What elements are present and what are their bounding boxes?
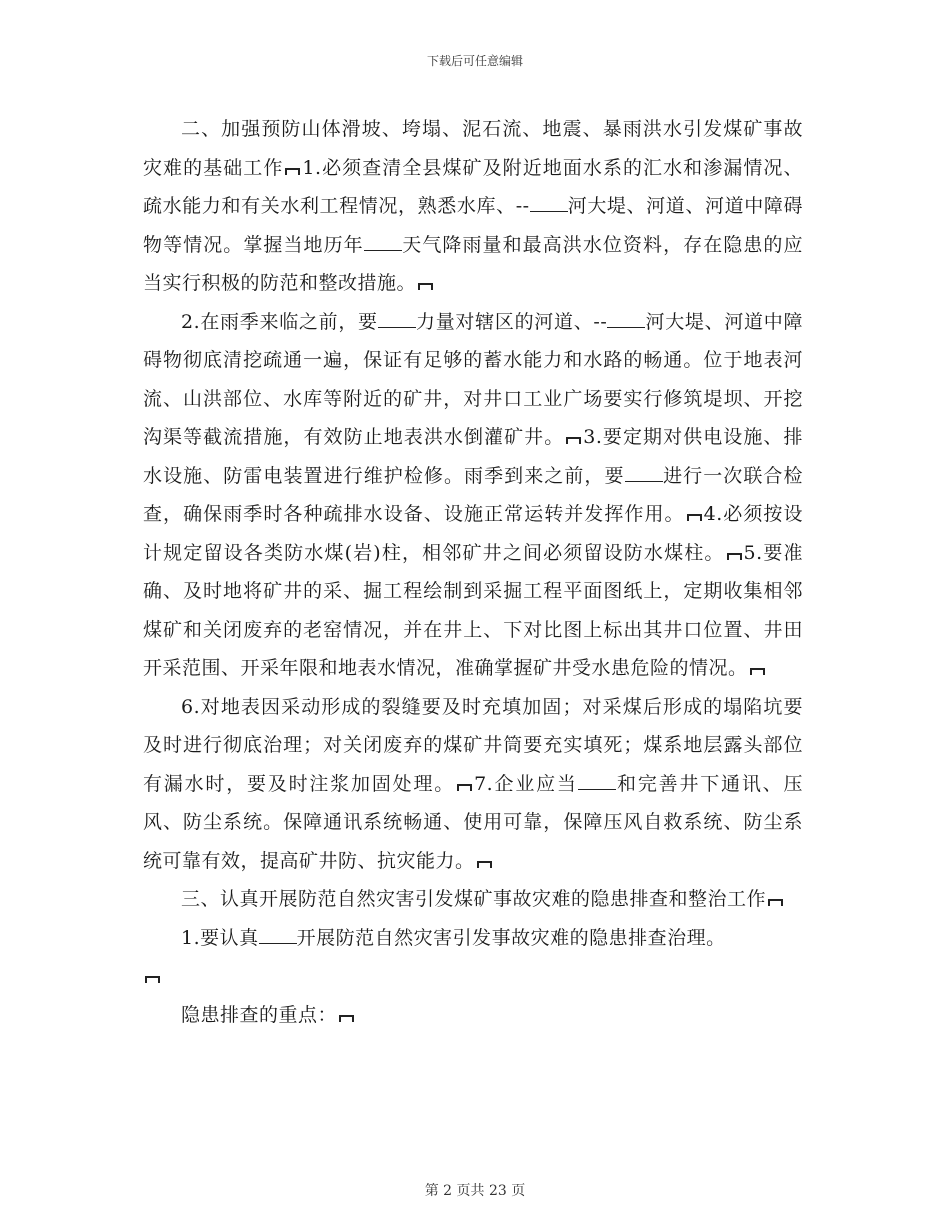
text-run: 进行一次联合检查，确保雨季时各种疏排水设备、设施正常运转并发挥作用。: [143, 464, 803, 525]
paragraph-mark-icon: [566, 437, 581, 444]
blank-underline: [607, 311, 645, 328]
paragraph: [143, 996, 803, 1035]
paragraph: [143, 919, 803, 958]
paragraph: [143, 880, 803, 919]
text-run: 6.对地表因采动形成的裂缝要及时充填加固；对采煤后形成的塌陷坑要及时进行彻底治理；对关闭废弃的煤矿井筒要充实填死；煤系地层露头部位有漏水时，要及时注浆加固处理。: [143, 695, 803, 795]
blank-underline: [364, 234, 402, 251]
document-body: [143, 110, 803, 1034]
text-run: 河大堤、河道中障碍物彻底清挖疏通一遍，保证有足够的蓄水能力和水路的畅通。位于地表河流、山洪部位、水库等附近的矿井，对井口工业广场要实行修筑堤坝、开挖沟渠等截流措施，有效防止地表洪水倒灌矿井。: [143, 310, 803, 448]
paragraph-mark-line: [143, 957, 803, 996]
text-run: 三、认真开展防范自然灾害引发煤矿事故灾难的隐患排查和整治工作: [181, 888, 767, 910]
page-header: 下载后可任意编辑: [426, 54, 523, 68]
text-run: 2.在雨季来临之前，要: [181, 310, 378, 333]
paragraph-mark-icon: [687, 514, 702, 521]
text-run: 4.必须按设计规定留设各类防水煤(岩)柱，相邻矿井之间必须留设防水煤柱。: [143, 503, 803, 564]
text-run: 二、加强预防山体滑坡、垮塌、泥石流、地震、暴雨洪水引发煤矿事故灾难的基础工作: [143, 118, 803, 179]
paragraph-mark-icon: [145, 976, 160, 983]
paragraph-mark-icon: [750, 668, 765, 675]
text-run: 7.企业应当: [474, 772, 578, 795]
paragraph-mark-icon: [768, 899, 783, 906]
text-run: 5.要准确、及时地将矿井的采、掘工程绘制到采掘工程平面图纸上，定期收集相邻煤矿和关闭废弃的老窑情况，并在井上、下对比图上标出其井口位置、井田开采范围、开采年限和地表水情况，准确掌握矿井受水患危险的情况。: [143, 541, 803, 679]
text-run: 1.要认真: [181, 926, 259, 949]
text-run: 天气降雨量和最高洪水位资料，存在隐患的应当实行积极的防范和整改措施。: [143, 233, 803, 294]
paragraph: [143, 688, 803, 881]
text-run: 河大堤、河道、河道中障碍物等情况。掌握当地历年: [143, 195, 803, 256]
paragraph: [143, 110, 803, 303]
paragraph-mark-icon: [477, 861, 492, 868]
blank-underline: [530, 195, 568, 212]
paragraph-mark-icon: [339, 1015, 354, 1022]
text-run: 1.必须查清全县煤矿及附近地面水系的汇水和渗漏情况、疏水能力和有关水利工程情况，熟悉水库、--: [143, 156, 803, 217]
blank-underline: [625, 465, 663, 482]
text-run: 和完善井下通讯、压风、防尘系统。保障通讯系统畅通、使用可靠，保障压风自救系统、防尘系统可靠有效，提高矿井防、抗灾能力。: [143, 772, 803, 872]
paragraph-mark-icon: [285, 168, 300, 175]
blank-underline: [578, 773, 616, 790]
paragraph-mark-icon: [418, 283, 433, 290]
text-run: 开展防范自然灾害引发事故灾难的隐患排查治理。: [296, 926, 726, 949]
text-run: 力量对辖区的河道、--: [415, 310, 608, 333]
page-footer: 第 2 页共 23 页: [424, 1183, 526, 1199]
blank-underline: [259, 927, 297, 944]
text-run: 3.要定期对供电设施、排水设施、防雷电装置进行维护检修。雨季到来之前，要: [143, 426, 803, 487]
paragraph-mark-icon: [727, 553, 742, 560]
paragraph: [143, 303, 803, 688]
paragraph-mark-icon: [457, 784, 472, 791]
blank-underline: [378, 311, 416, 328]
text-run: 隐患排查的重点：: [181, 1003, 338, 1026]
